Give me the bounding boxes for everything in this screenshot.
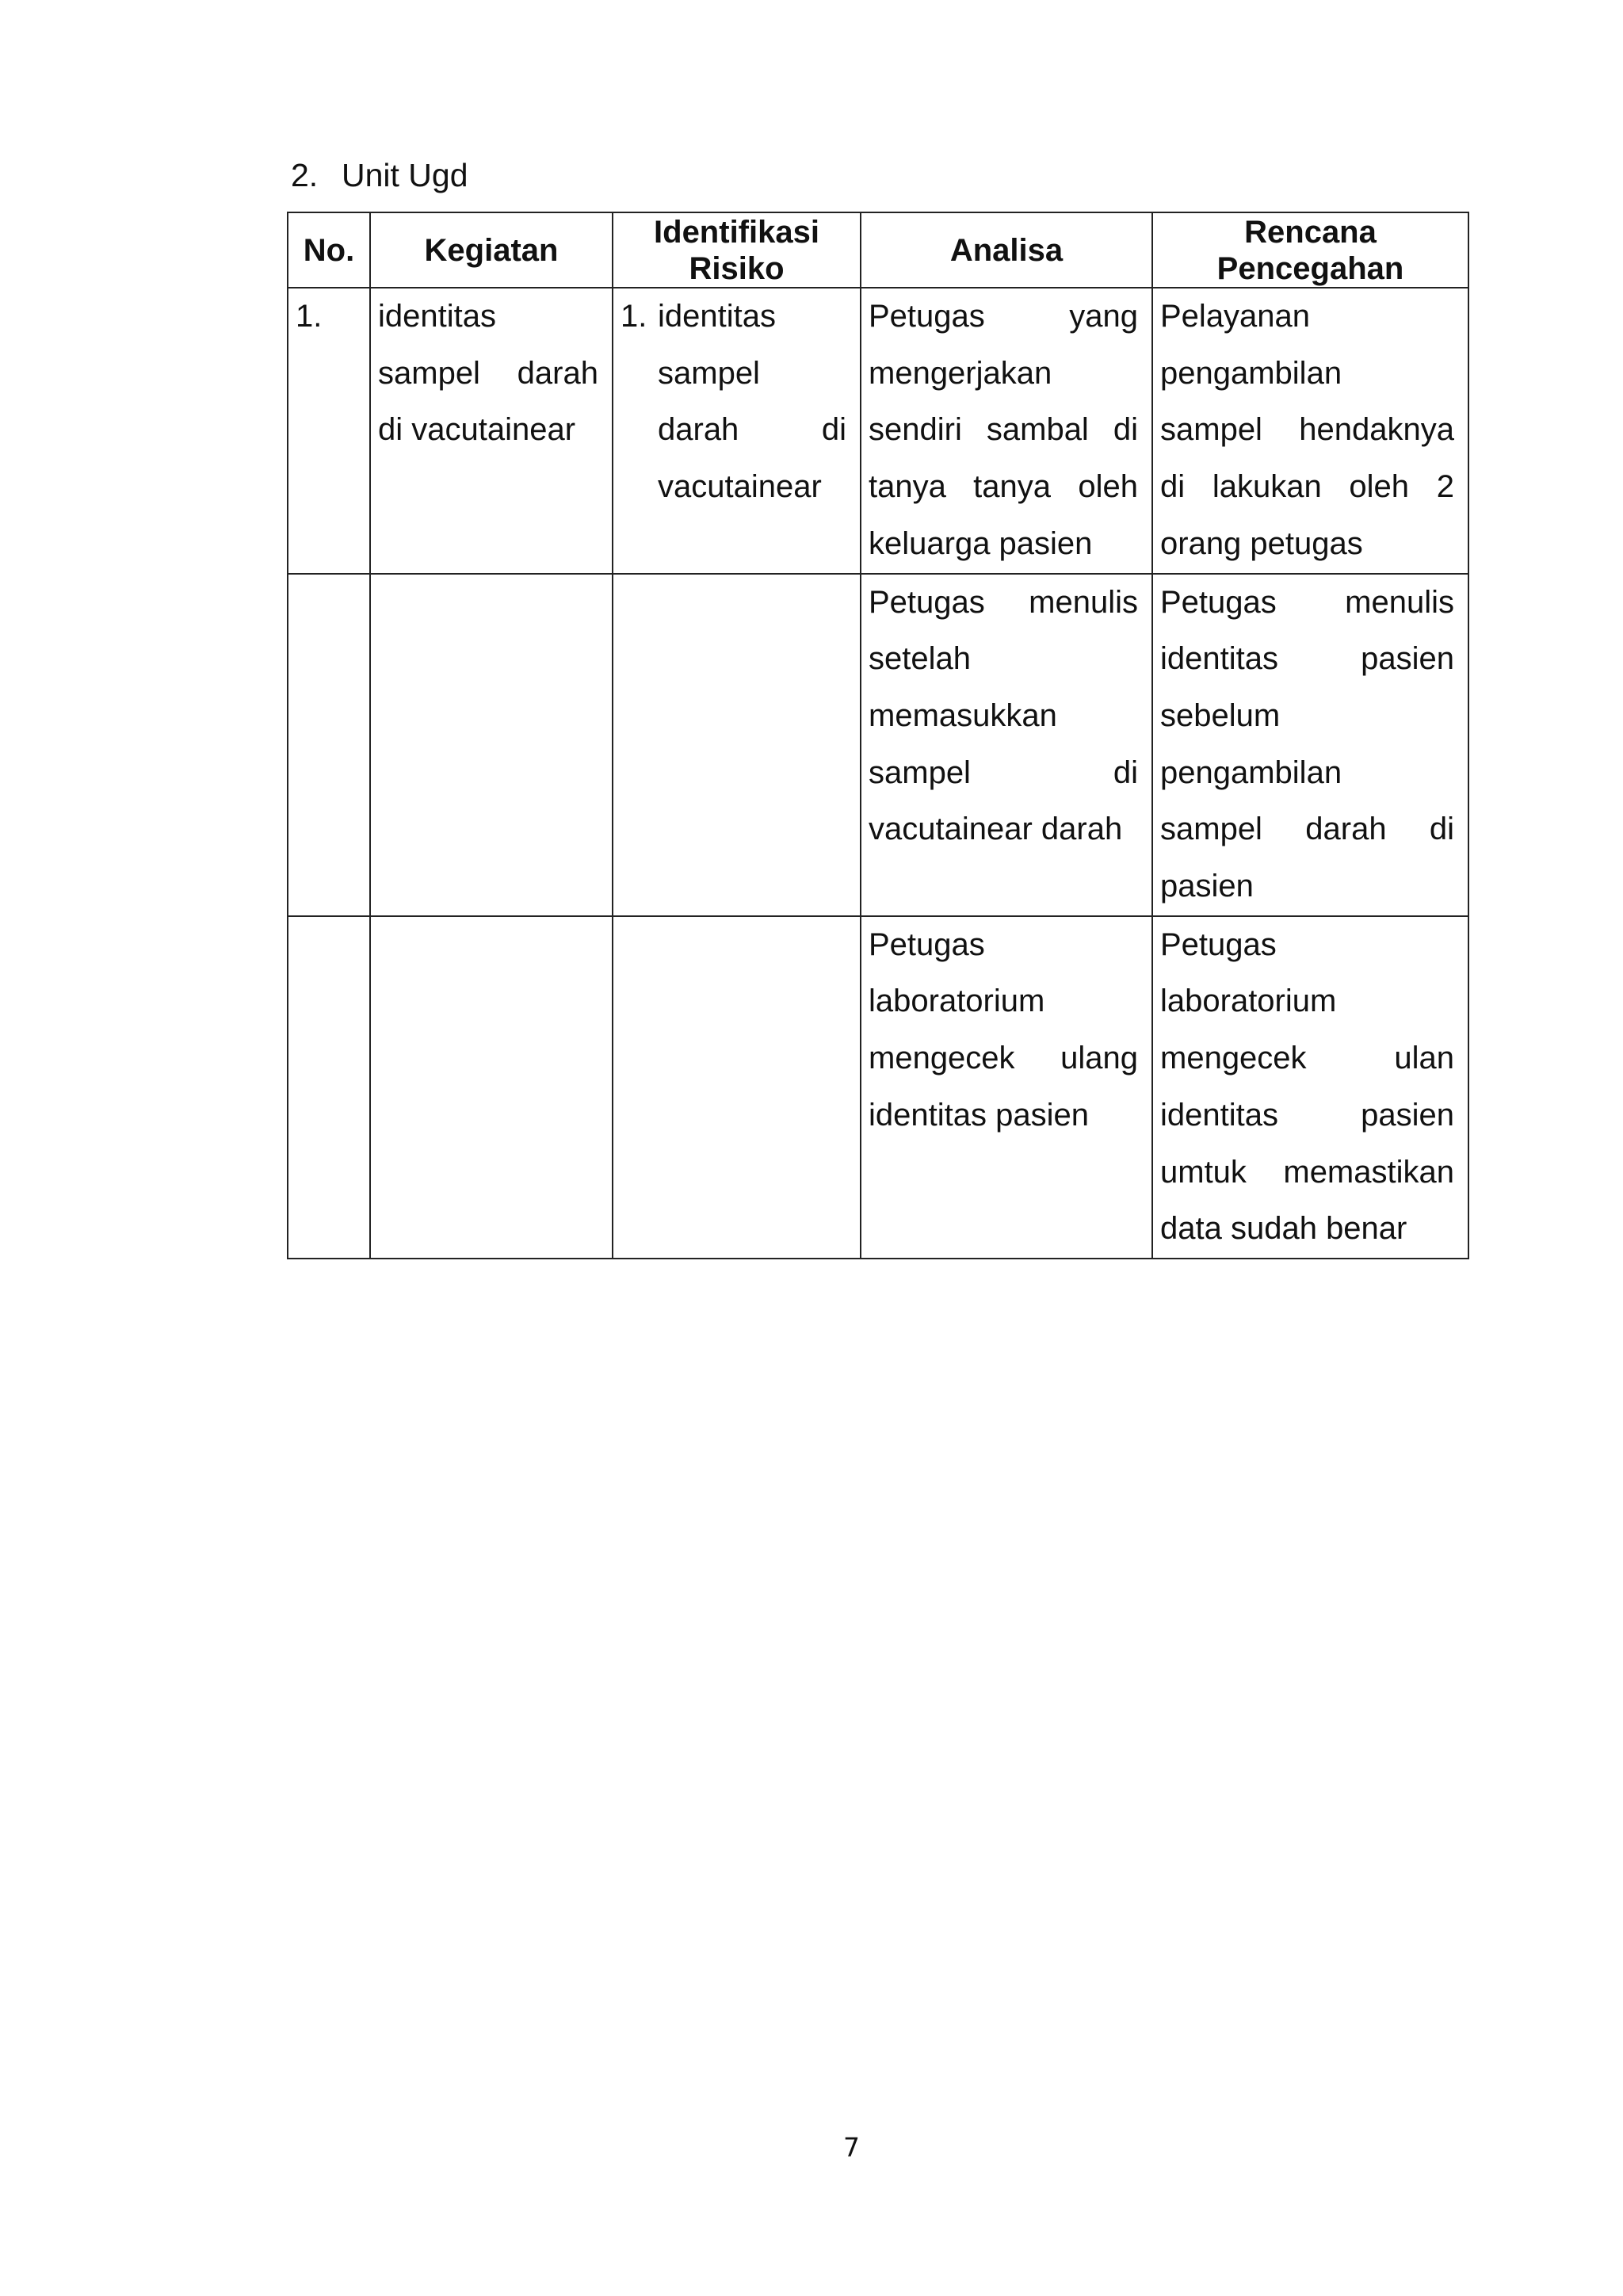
header-kegiatan: Kegiatan xyxy=(370,212,613,288)
cell-line: pasien xyxy=(1160,869,1254,904)
page-number: 7 xyxy=(843,2132,860,2163)
header-analisa: Analisa xyxy=(861,212,1152,288)
cell-rencana xyxy=(1152,574,1468,916)
cell-line: di lakukan oleh 2 xyxy=(1160,469,1454,505)
table-row xyxy=(288,288,1468,574)
cell-line: laboratorium xyxy=(869,984,1045,1019)
section-number: 2. xyxy=(291,157,319,193)
table-header-row xyxy=(288,212,1468,288)
cell-no xyxy=(288,574,370,916)
section-heading xyxy=(291,152,468,198)
cell-line: keluarga pasien xyxy=(869,525,1093,561)
cell-line: identitas pasien xyxy=(869,1097,1089,1133)
cell-line: orang petugas xyxy=(1160,525,1363,561)
numbered-item xyxy=(621,288,846,516)
cell-line: Petugas menulis xyxy=(1160,584,1454,620)
cell-identifikasi xyxy=(613,916,861,1259)
cell-line: sendiri sambal di xyxy=(869,412,1138,448)
cell-line: data sudah benar xyxy=(1160,1211,1407,1247)
cell-analisa xyxy=(861,288,1152,574)
cell-identifikasi xyxy=(613,288,861,574)
cell-line: umtuk memastikan xyxy=(1160,1154,1454,1190)
cell-line: Petugas yang xyxy=(869,299,1138,334)
section-title: Unit Ugd xyxy=(342,157,468,193)
cell-line: mengecek ulang xyxy=(869,1041,1138,1076)
cell-line: mengecek ulan xyxy=(1160,1041,1454,1076)
header-no: No. xyxy=(288,212,370,288)
cell-rencana xyxy=(1152,288,1468,574)
cell-rencana xyxy=(1152,916,1468,1259)
cell-line: sampel di xyxy=(869,755,1138,790)
cell-line: mengerjakan xyxy=(869,355,1052,391)
cell-line: sampel darah xyxy=(378,355,598,391)
cell-line: darah di xyxy=(658,412,846,448)
cell-line: vacutainear xyxy=(658,469,822,505)
cell-line: sampel xyxy=(658,355,760,391)
cell-line: Petugas menulis xyxy=(869,584,1138,620)
cell-line: setelah xyxy=(869,641,971,677)
cell-line: sampel darah di xyxy=(1160,812,1454,847)
cell-line: tanya tanya oleh xyxy=(869,469,1138,505)
cell-kegiatan xyxy=(370,288,613,574)
cell-line: Pelayanan xyxy=(1160,299,1311,334)
cell-identifikasi xyxy=(613,574,861,916)
cell-line: identitas xyxy=(658,299,776,334)
cell-line: Petugas xyxy=(1160,926,1277,962)
header-rencana-line1: Rencana xyxy=(1244,214,1377,250)
cell-analisa xyxy=(861,916,1152,1259)
cell-no xyxy=(288,288,370,574)
header-identifikasi xyxy=(613,212,861,288)
cell-line: identitas pasien xyxy=(1160,641,1454,677)
cell-line: pengambilan xyxy=(1160,355,1342,391)
cell-kegiatan xyxy=(370,574,613,916)
header-identifikasi-line1: Identifikasi xyxy=(654,214,819,250)
cell-line: di vacutainear xyxy=(378,412,576,448)
table-row xyxy=(288,574,1468,916)
header-rencana xyxy=(1152,212,1468,288)
cell-line: sampel hendaknya xyxy=(1160,412,1454,448)
table-row xyxy=(288,916,1468,1259)
cell-line: memasukkan xyxy=(869,697,1057,733)
cell-line: identitas xyxy=(378,299,496,334)
cell-line: laboratorium xyxy=(1160,984,1337,1019)
item-marker: 1. xyxy=(621,299,647,334)
cell-line: vacutainear darah xyxy=(869,812,1123,847)
cell-line: Petugas xyxy=(869,926,985,962)
cell-line: identitas pasien xyxy=(1160,1097,1454,1133)
cell-line: pengambilan xyxy=(1160,755,1342,790)
cell-line: sebelum xyxy=(1160,697,1281,733)
cell-kegiatan xyxy=(370,916,613,1259)
row-number: 1. xyxy=(296,299,323,334)
header-rencana-line2: Pencegahan xyxy=(1216,250,1404,286)
header-identifikasi-line2: Risiko xyxy=(689,250,785,286)
cell-no xyxy=(288,916,370,1259)
risk-table xyxy=(287,212,1469,1259)
cell-analisa xyxy=(861,574,1152,916)
